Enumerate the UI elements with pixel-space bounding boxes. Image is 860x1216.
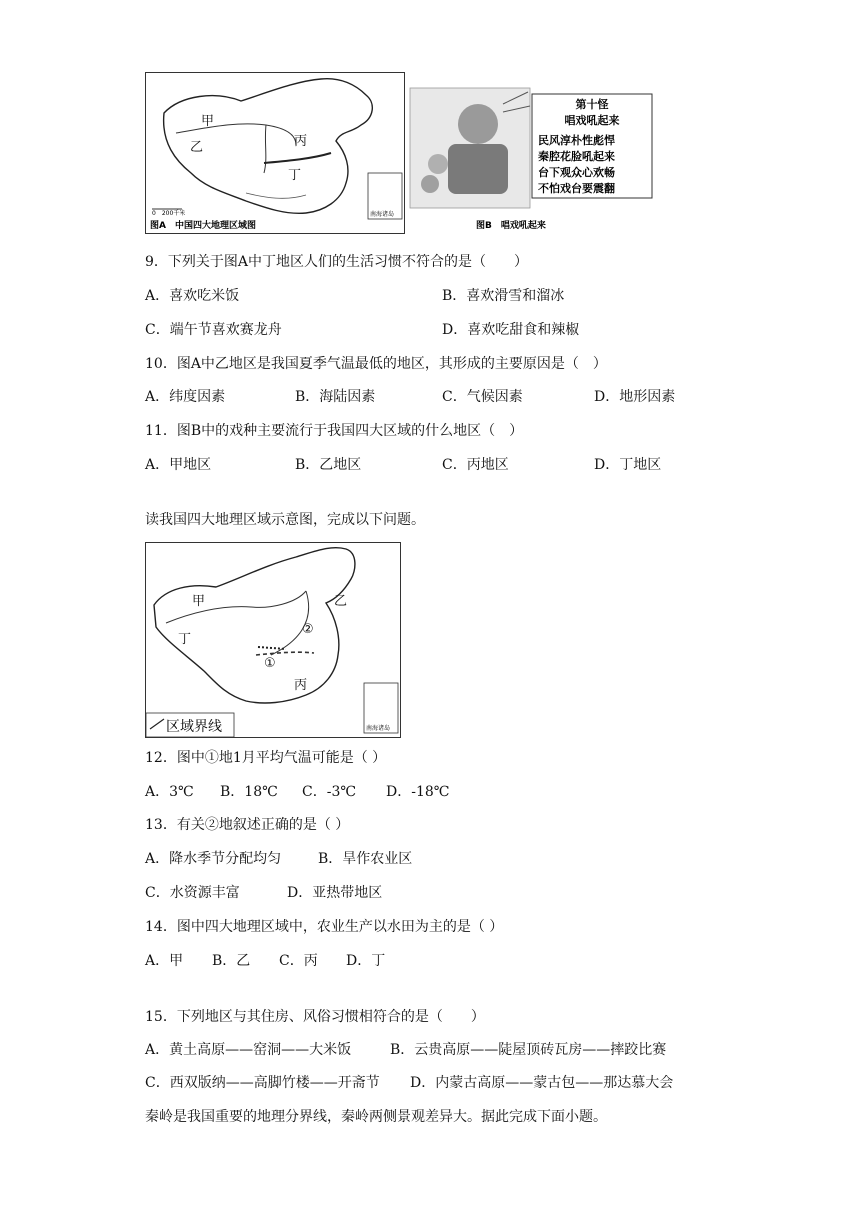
q13-option-d[interactable]: D．亚热带地区	[287, 885, 383, 901]
q15-option-a[interactable]: A．黄土高原——窑洞——大米饭	[145, 1042, 352, 1058]
label-ding: 丁	[288, 168, 302, 183]
q12-stem: 12．图中①地1月平均气温可能是（ ）	[145, 750, 387, 766]
closing-paragraph: 秦岭是我国重要的地理分界线，秦岭两侧景观差异大。据此完成下面小题。	[145, 1109, 607, 1125]
label-bing-c: 丙	[294, 678, 308, 693]
q9-stem: 9．下列关于图A中丁地区人们的生活习惯不符合的是（ ）	[145, 254, 529, 270]
label-ding-c: 丁	[178, 632, 192, 647]
box-line-1: 民风淳朴性彪悍	[538, 134, 615, 147]
q11-stem: 11．图B中的戏种主要流行于我国四大区域的什么地区（ ）	[145, 423, 524, 439]
box-title-2: 唱戏吼起来	[564, 114, 620, 127]
q10-option-a[interactable]: A．纬度因素	[145, 389, 226, 405]
q14-option-a[interactable]: A．甲	[145, 953, 184, 969]
q14-option-d[interactable]: D．丁	[346, 953, 386, 969]
legend-label: 区域界线	[166, 719, 222, 735]
q14-option-b[interactable]: B．乙	[212, 953, 251, 969]
box-title-1: 第十怪	[575, 98, 609, 111]
q11-option-c[interactable]: C．丙地区	[442, 457, 509, 473]
label-yi-c: 乙	[334, 594, 348, 609]
label-jia: 甲	[201, 114, 215, 129]
caption-a: 图A 中国四大地理区域图	[150, 221, 256, 231]
q9-option-c[interactable]: C．端午节喜欢赛龙舟	[145, 322, 282, 338]
q15-option-b[interactable]: B．云贵高原——陡屋顶砖瓦房——摔跤比赛	[390, 1042, 667, 1058]
caption-b: 图B 唱戏吼起来	[476, 221, 546, 231]
intro-paragraph: 读我国四大地理区域示意图，完成以下问题。	[145, 512, 425, 528]
q9-option-b[interactable]: B．喜欢滑雪和溜冰	[442, 288, 565, 304]
inset-label-c: 南海诸岛	[366, 725, 391, 732]
q13-stem: 13．有关②地叙述正确的是（ ）	[145, 817, 350, 833]
q12-option-c[interactable]: C．-3℃	[302, 784, 357, 800]
q11-option-b[interactable]: B．乙地区	[295, 457, 362, 473]
q10-option-c[interactable]: C．气候因素	[442, 389, 523, 405]
label-bing: 丙	[294, 134, 308, 149]
q14-option-c[interactable]: C．丙	[279, 953, 318, 969]
q12-option-d[interactable]: D．-18℃	[386, 784, 450, 800]
q10-option-b[interactable]: B．海陆因素	[295, 389, 376, 405]
q13-option-c[interactable]: C．水资源丰富	[145, 885, 240, 901]
q11-option-a[interactable]: A．甲地区	[145, 457, 212, 473]
label-jia-c: 甲	[192, 594, 206, 609]
box-line-2: 秦腔花脸吼起来	[538, 150, 615, 163]
q9-option-d[interactable]: D．喜欢吃甜食和辣椒	[442, 322, 580, 338]
china-region-map-c	[146, 543, 400, 737]
label-one-c: ①	[264, 656, 276, 671]
label-yi: 乙	[190, 140, 204, 155]
q10-option-d[interactable]: D．地形因素	[594, 389, 676, 405]
figure-a-map	[145, 72, 405, 234]
q13-option-b[interactable]: B．旱作农业区	[318, 851, 413, 867]
q12-option-a[interactable]: A．3℃	[145, 784, 194, 800]
figure-b-illustration	[408, 84, 660, 232]
china-region-map-a	[146, 73, 404, 233]
figure-c-map	[145, 542, 401, 738]
q10-stem: 10．图A中乙地区是我国夏季气温最低的地区，其形成的主要原因是（ ）	[145, 356, 607, 372]
q15-stem: 15．下列地区与其住房、风俗习惯相符合的是（ ）	[145, 1009, 485, 1025]
q15-option-d[interactable]: D．内蒙古高原——蒙古包——那达慕大会	[410, 1075, 674, 1091]
q9-option-a[interactable]: A．喜欢吃米饭	[145, 288, 240, 304]
box-line-4: 不怕戏台要震翻	[538, 182, 615, 195]
q11-option-d[interactable]: D．丁地区	[594, 457, 662, 473]
q12-option-b[interactable]: B．18℃	[220, 784, 278, 800]
inset-label: 南海诸岛	[370, 211, 395, 218]
q15-option-c[interactable]: C．西双版纳——高脚竹楼——开斋节	[145, 1075, 380, 1091]
figure-b	[408, 84, 660, 232]
scale-bar: 0 200千米	[152, 210, 186, 217]
q14-stem: 14．图中四大地理区域中，农业生产以水田为主的是（ ）	[145, 919, 504, 935]
box-line-3: 台下观众心欢畅	[538, 166, 615, 179]
q13-option-a[interactable]: A．降水季节分配均匀	[145, 851, 282, 867]
label-two-c: ②	[302, 622, 314, 637]
